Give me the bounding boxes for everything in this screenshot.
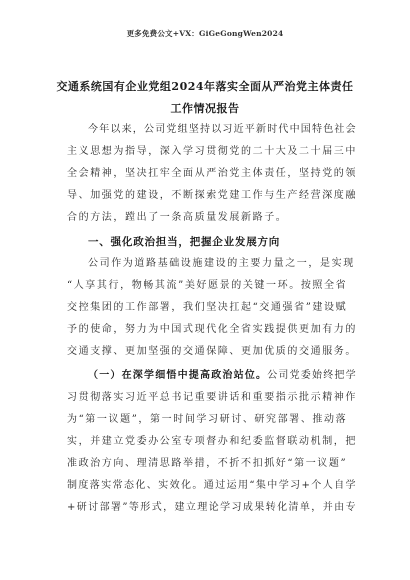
subsection-1-lead: （一）在深学细悟中提高政治站位。	[88, 370, 268, 381]
paragraph-1-line-2: 主义思想为指导，深入学习贯彻党的二十大及二十届三中	[67, 146, 357, 157]
subsection-1-line-6: 制度落实常态化、实效化。通过运用“集中学习+个人自学	[67, 480, 357, 491]
paragraph-2-line-3: 交控集团的工作部署，我们坚决扛起“交通强省”建设赋	[67, 302, 348, 313]
paragraph-1-line-5: 合的方法，蹚出了一条高质量发展新路子。	[67, 212, 288, 223]
document-title-line-2: 工作情况报告	[170, 102, 240, 115]
subsection-1-line-2: 习贯彻落实习近平总书记重要讲话和重要指示批示精神作	[67, 392, 357, 403]
subsection-1-line-7: +研讨部署”等形式，建立理论学习成果转化清单，并由专	[67, 502, 357, 513]
subsection-1-line-5: 准政治方向、理清思路举措，不折不扣抓好“第一议题”	[67, 458, 348, 469]
document-title-line-1: 交通系统国有企业党组2024年落实全面从严治党主体责任	[56, 80, 354, 93]
paragraph-1-line-1: 今年以来，公司党组坚持以习近平新时代中国特色社会	[88, 124, 357, 135]
subsection-1-line-1	[88, 370, 358, 382]
paragraph-2-line-2: “人享其行，物畅其流”美好愿景的关键一环。按照全省	[67, 280, 348, 291]
paragraph-1-line-4: 导、加强党的建设，不断探索党建工作与生产经营深度融	[67, 190, 357, 201]
section-1-heading: 一、强化政治担当，把握企业发展方向	[88, 236, 281, 248]
paragraph-2-line-1: 公司作为道路基础设施建设的主要力量之一，是实现	[88, 258, 355, 269]
paragraph-2-line-4: 予的使命，努力为中国式现代化全省实践提供更加有力的	[67, 324, 357, 335]
subsection-1-line-3: 为“第一议题”，第一时间学习研讨、研究部署、推动落	[67, 414, 348, 425]
subsection-1-line-1-rest: 公司党委始终把学	[267, 370, 357, 381]
paragraph-1-line-3: 全会精神，坚决扛牢全面从严治党主体责任，坚持党的领	[67, 168, 357, 179]
paragraph-2-line-5: 交通支撑、更加坚强的交通保障、更加优质的交通服务。	[67, 346, 357, 357]
subsection-1-line-4: 实，并建立党委办公室专项督办和纪委监督联动机制，把	[67, 436, 357, 447]
header-note: 更多免费公文+VX：GiGeGongWen2024	[126, 29, 284, 38]
